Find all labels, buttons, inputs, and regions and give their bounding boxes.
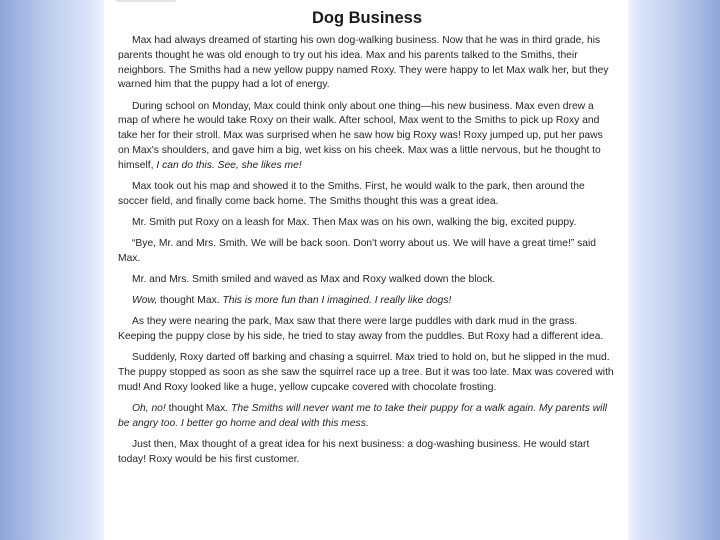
paragraph-8: As they were nearing the park, Max saw that there were large puddles with dark mud in the grass. Keeping the puppy close by his side, he tried to stay away from the puddles. But Roxy had a different idea. [118, 316, 604, 343]
page-top-fragment [116, 0, 176, 2]
paragraph-3: Max took out his map and showed it to the Smiths. First, he would walk to the park, then around the soccer field, and finally come back home. The Smiths thought this was a great idea. [118, 180, 585, 207]
background-right [628, 0, 720, 540]
paragraph-1: Max had always dreamed of starting his own dog-walking business. Now that he was in third grade, his parents thought he was old enough to try out his idea. Max and his parents talked to the Smiths, their neighbors. The Smiths had a new yellow puppy named Roxy. They were happy to let Max walk her, but they warned him that the puppy had a lot of energy. [118, 35, 609, 91]
background-left [0, 0, 104, 540]
paragraph-2: During school on Monday, Max could think only about one thing—his new business. Max even drew a map of where he would take Roxy on their walk. After school, Max went to the Smiths to pick up Roxy and take her for their stroll. Max was surprised when he saw how big Roxy was! Roxy jumped up, put her paws on Max's shoulders, and gave him a big, wet kiss on his cheek. Max was a little nervous, but he thought to himself, I can do this. See, she likes me! [118, 100, 603, 171]
page-title: Dog Business [311, 9, 423, 27]
paragraph-10: Oh, no! thought Max. The Smiths will never want me to take their puppy for a walk again. My parents will be angry too. I better go home and deal with this mess. [118, 403, 608, 430]
paragraph-9: Suddenly, Roxy darted off barking and chasing a squirrel. Max tried to hold on, but he slipped in the mud. The puppy stopped as soon as she saw the squirrel race up a tree. But it was too late. Max was covered with mud! And Roxy looked like a huge, yellow cupcake covered with chocolate frosting. [118, 352, 614, 394]
document-page [104, 0, 628, 540]
paragraph-7: Wow, thought Max. This is more fun than I imagined. I really like dogs! [132, 295, 452, 307]
paragraph-4: Mr. Smith put Roxy on a leash for Max. Then Max was on his own, walking the big, excited puppy. [132, 216, 577, 228]
paragraph-5: “Bye, Mr. and Mrs. Smith. We will be back soon. Don't worry about us. We will have a great time!” said Max. [118, 238, 596, 264]
paragraph-11: Just then, Max thought of a great idea for his next business: a dog-washing business. He would start today! Roxy would be his first customer. [118, 439, 590, 466]
paragraph-6: Mr. and Mrs. Smith smiled and waved as Max and Roxy walked down the block. [132, 274, 496, 286]
